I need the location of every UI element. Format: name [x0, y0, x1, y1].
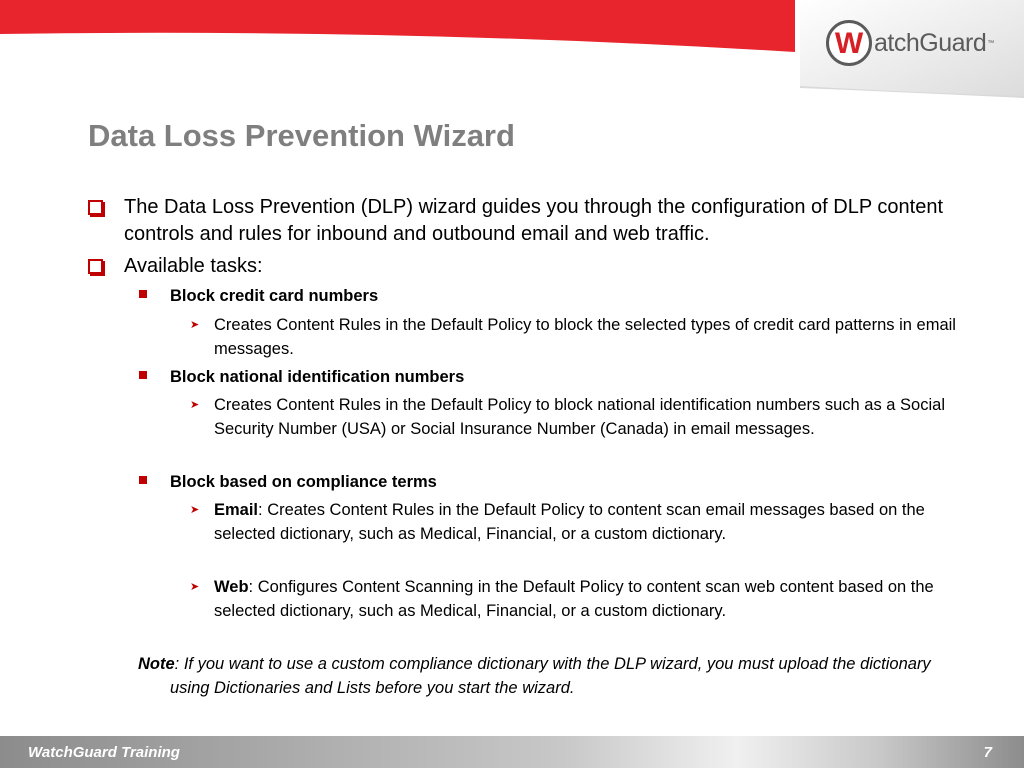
square-bullet-icon — [139, 476, 147, 484]
task-label: Block credit card numbers — [170, 287, 379, 305]
logo-letter: W — [834, 26, 864, 60]
task-detail — [190, 394, 956, 441]
task-item — [170, 471, 437, 493]
slide-title: Data Loss Prevention Wizard — [88, 118, 515, 153]
task-item — [170, 366, 464, 388]
logo-mark-icon — [826, 20, 872, 66]
intro-bullet — [124, 194, 944, 248]
task-detail — [190, 314, 956, 361]
note-label: Note — [138, 655, 175, 673]
arrow-bullet-icon: ➤ — [190, 581, 200, 593]
task-label: Block national identification numbers — [170, 368, 465, 386]
task-detail — [190, 499, 956, 546]
arrow-bullet-icon: ➤ — [190, 399, 200, 411]
task-detail-bold: Email — [214, 501, 259, 519]
arrow-bullet-icon: ➤ — [190, 319, 200, 331]
task-detail-text: : Configures Content Scanning in the Default Policy to content scan web content based on the selected dictionary, such as Medical, Financial, or a custom dictionary. — [214, 578, 934, 620]
task-detail-bold: Web — [214, 578, 249, 596]
note — [138, 652, 960, 700]
watchguard-logo — [826, 18, 994, 68]
tasks-bullet — [124, 253, 944, 280]
logo-trademark: ™ — [987, 39, 995, 47]
task-detail-text: : Creates Content Rules in the Default Policy to content scan email messages based on the selected dictionary, such as Medical, Financial, or a custom dictionary. — [214, 501, 925, 543]
tasks-label: Available tasks: — [124, 255, 263, 277]
note-text: : If you want to use a custom compliance dictionary with the DLP wizard, you must upload the dictionary using Dictionaries and Lists before you start the wizard. — [170, 655, 931, 697]
checkbox-bullet-icon — [88, 259, 103, 274]
logo-text: atchGuard — [874, 28, 987, 57]
checkbox-bullet-icon — [88, 200, 103, 215]
task-detail-text: Creates Content Rules in the Default Policy to block the selected types of credit card patterns in email messages. — [214, 316, 956, 358]
footer-label: WatchGuard Training — [28, 744, 180, 761]
square-bullet-icon — [139, 371, 147, 379]
arrow-bullet-icon: ➤ — [190, 504, 200, 516]
square-bullet-icon — [139, 290, 147, 298]
task-label: Block based on compliance terms — [170, 473, 437, 491]
intro-text: The Data Loss Prevention (DLP) wizard guides you through the configuration of DLP content controls and rules for inbound and outbound email and web traffic. — [124, 196, 943, 245]
task-item — [170, 285, 378, 307]
page-number: 7 — [983, 744, 992, 761]
task-detail — [190, 576, 956, 623]
task-detail-text: Creates Content Rules in the Default Policy to block national identification numbers such as a Social Security Number (USA) or Social Insurance Number (Canada) in email messages. — [214, 396, 945, 438]
